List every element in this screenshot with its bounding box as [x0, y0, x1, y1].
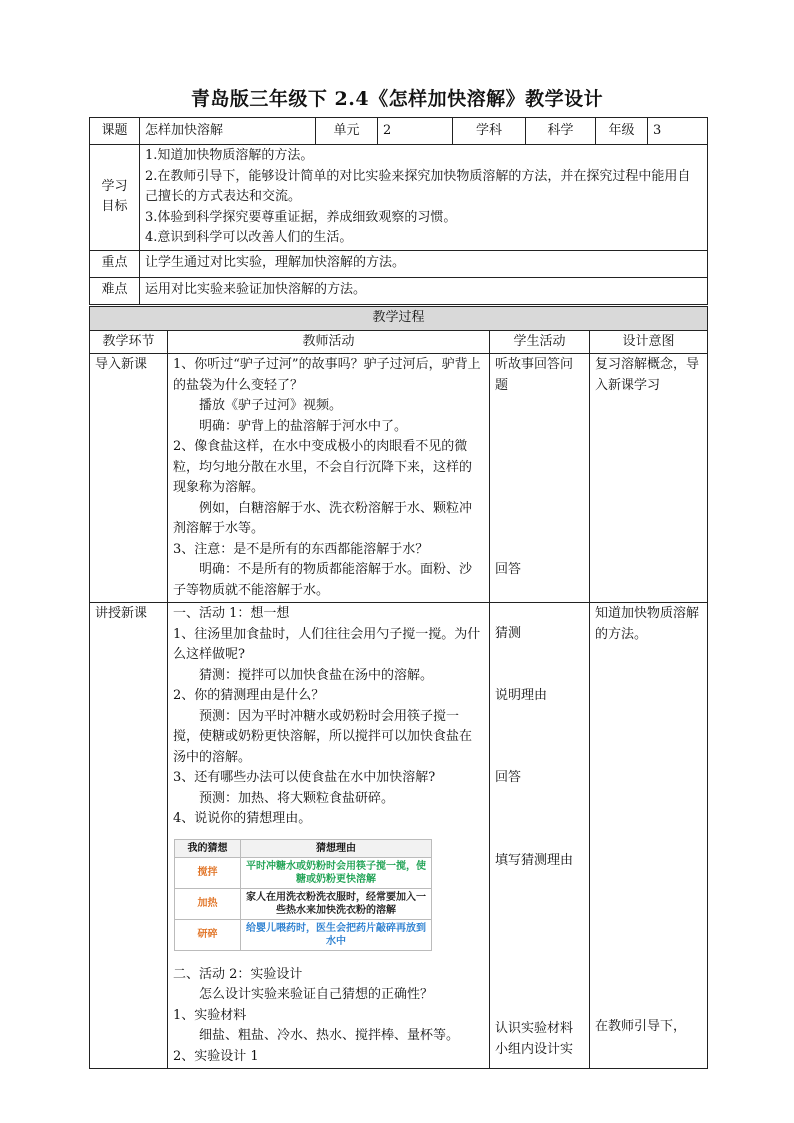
reason-cell: 平时冲糖水或奶粉时会用筷子搅一搅，使糖或奶粉更快溶解: [241, 857, 432, 888]
difficulty-label: 难点: [90, 277, 140, 304]
guess-cell: 搅拌: [175, 857, 241, 888]
reason-header: 猜想理由: [241, 839, 432, 857]
header-student: 学生活动: [490, 330, 590, 354]
unit-label: 单元: [316, 118, 378, 145]
intro-teacher: 1、你听过“驴子过河”的故事吗？驴子过河后，驴背上的盐袋为什么变轻了？ 播放《驴子过河》视频。 明确：驴背上的盐溶解于河水中了。 2、像食盐这样，在水中变成极小的肉眼看不见的微粒，均匀地分散在水里，不会自行沉降下来，这样的现象称为溶解。 例如，白糖溶解于水、洗衣粉溶解于水、颗粒冲剂溶解于水等。 3、注意：是不是所有的东西都能溶解于水？ 明确：不是所有的物质都能溶解于水。面粉、沙子等物质就不能溶解于水。: [168, 354, 490, 603]
guess-cell: 加热: [175, 888, 241, 919]
guess-reason-table: [174, 839, 432, 951]
intro-intent: 复习溶解概念，导入新课学习: [590, 354, 708, 603]
key-point-label: 重点: [90, 250, 140, 277]
topic-value: 怎样加快溶解: [140, 118, 316, 145]
goal-item: 1.知道加快物质溶解的方法。: [145, 148, 314, 163]
lecture-intent: 知道加快物质溶解的方法。 在教师引导下，: [590, 603, 708, 1069]
goal-item: 3.体验到科学探究要尊重证据，养成细致观察的习惯。: [145, 209, 457, 225]
lecture-teacher: 一、活动 1：想一想 1、往汤里加食盐时，人们往往会用勺子搅一搅。为什么这样做呢? 猜测：搅拌可以加快食盐在汤中的溶解。 2、你的猜测理由是什么？ 预测：因为平时冲糖水或奶粉时会用筷子搅一搅，使糖或奶粉更快溶解，所以搅拌可以加快食盐在汤中的溶解。 3、还有哪些办法可以使食盐在水中加快溶解? 预测：加热、将大颗粒食盐研碎。 4、说说你的猜想理由。 我的猜想 猜想理由 搅拌 平时冲糖水或奶粉时会用筷子搅一搅，使糖或奶粉更快溶解 加热 家人在用洗衣粉洗衣服时，经常要加入一些热水来加快洗衣粉的溶解 研碎 给婴儿喂药时，医生会把药片敲碎再放到水中 二、活动 2：实验设计 怎么设计实验来验证自己猜想的正确性？ 1、实验材料 细盐、粗盐、冷水、热水、搅拌棒、量杯等。 2、实验设计 1: [168, 603, 490, 1069]
course-info-table: [89, 117, 708, 305]
difficulty-text: 运用对比实验来验证加快溶解的方法。: [140, 277, 708, 304]
intro-stage: 导入新课: [90, 354, 168, 603]
header-stage: 教学环节: [90, 330, 168, 354]
guess-cell: 研碎: [175, 919, 241, 950]
grade-value: 3: [648, 118, 708, 145]
goals-list: [140, 145, 708, 251]
process-section-title: 教学过程: [90, 307, 708, 331]
document-title: 青岛版三年级下 2.4《怎样加快溶解》教学设计: [190, 88, 604, 110]
header-teacher: 教师活动: [168, 330, 490, 354]
reason-cell: 家人在用洗衣粉洗衣服时，经常要加入一些热水来加快洗衣粉的溶解: [241, 888, 432, 919]
grade-label: 年级: [596, 118, 648, 145]
key-point-text: 让学生通过对比实验，理解加快溶解的方法。: [140, 250, 708, 277]
topic-label: 课题: [90, 118, 140, 145]
subject-value: 科学: [526, 118, 596, 145]
reason-cell: 给婴儿喂药时，医生会把药片敲碎再放到水中: [241, 919, 432, 950]
guess-header: 我的猜想: [175, 839, 241, 857]
lecture-student: 猜测 说明理由 回答 填写猜测理由 认识实验材料 小组内设计实: [490, 603, 590, 1069]
intro-student: 听故事回答问题 回答: [490, 354, 590, 603]
subject-label: 学科: [453, 118, 526, 145]
header-intent: 设计意图: [590, 330, 708, 354]
goal-item: 4.意识到科学可以改善人们的生活。: [145, 230, 353, 245]
goal-item: 2.在教师引导下，能够设计简单的对比实验来探究加快物质溶解的方法，并在探究过程中能用自己擅长的方式表达和交流。: [145, 168, 691, 204]
teaching-process-table: [89, 306, 708, 1069]
goals-label: 学习 目标: [90, 145, 140, 251]
unit-value: 2: [378, 118, 453, 145]
lecture-stage: 讲授新课: [90, 603, 168, 1069]
